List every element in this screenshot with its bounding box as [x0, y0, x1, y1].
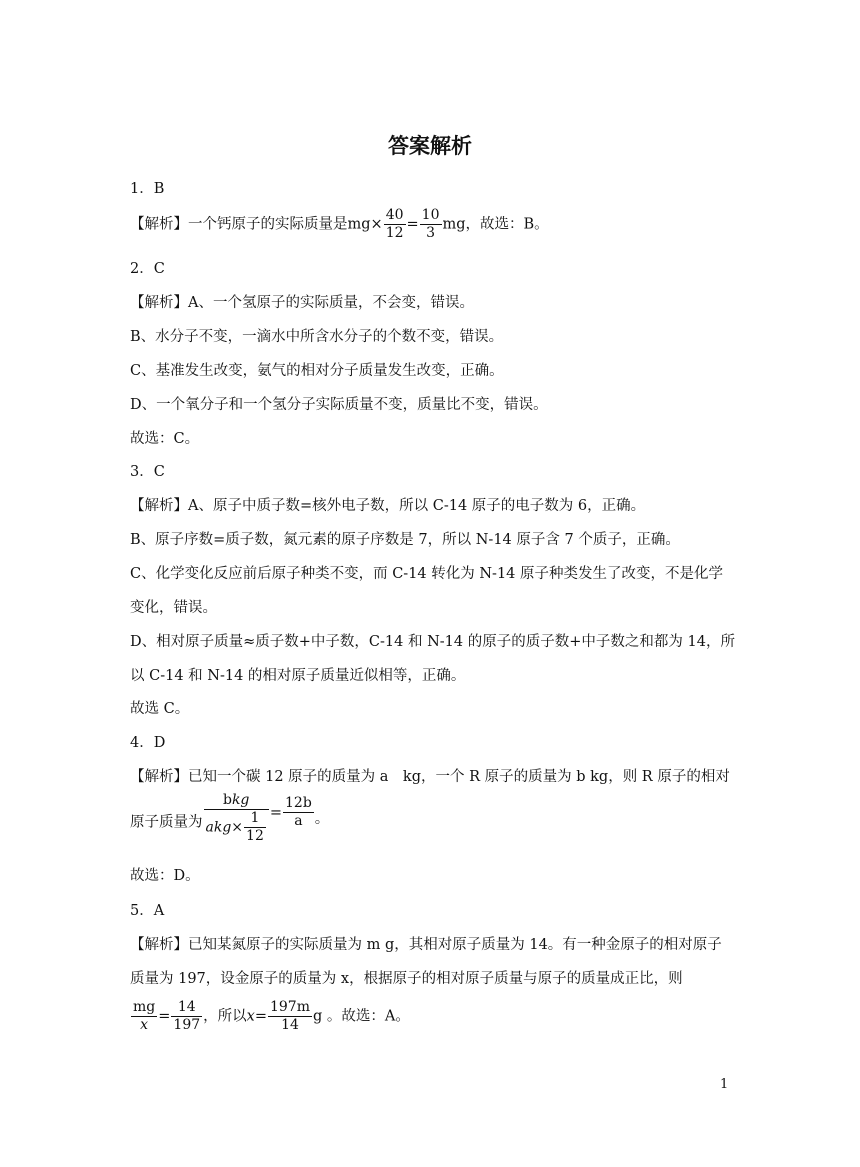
frac-den: 14	[281, 1017, 299, 1033]
q3-line: 变化，错误。	[130, 600, 217, 616]
fraction-10-3	[420, 207, 442, 242]
q3-line: B、原子序数=质子数，氮元素的原子序数是 7，所以 N-14 原子含 7 个质子，正确。	[130, 532, 680, 548]
q1-explanation	[130, 207, 549, 242]
q5-line: 质量为 197，设金原子的质量为 x，根据原子的相对原子质量与原子的质量成正比，则	[130, 971, 683, 987]
q5-suffix: g 。故选：A。	[312, 1008, 410, 1025]
q4-prefix: 原子质量为	[130, 814, 203, 831]
q3-answer: 3．C	[130, 464, 165, 480]
frac-num: 10	[421, 207, 440, 223]
q2-line: C、基准发生改变，氨气的相对分子质量发生改变，正确。	[130, 363, 504, 379]
equals: =	[158, 1008, 171, 1025]
fraction-bkg	[204, 792, 269, 845]
frac-num: 12b	[285, 795, 312, 811]
q3-line: 【解析】A、原子中质子数=核外电子数，所以 C-14 原子的电子数为 6，正确。	[130, 498, 646, 514]
q4-answer: 4．D	[130, 735, 166, 751]
frac-num: 14	[171, 999, 202, 1017]
fraction-14-197	[171, 999, 202, 1034]
frac-den: 3	[426, 225, 436, 241]
q5-mid: ，所以	[203, 1008, 247, 1025]
q1-suffix: mg，故选：B。	[442, 216, 549, 233]
frac-num: 197m	[269, 999, 310, 1015]
q3-line: C、化学变化反应前后原子种类不变，而 C-14 转化为 N-14 原子种类发生了改变，不是化学	[130, 566, 724, 582]
q1-answer: 1．B	[130, 181, 165, 197]
frac-num: 40	[385, 207, 404, 223]
q3-line: 以 C-14 和 N-14 的相对原子质量近似相等，正确。	[130, 668, 466, 684]
q5-line: 【解析】已知某氮原子的实际质量为 m g，其相对原子质量为 14。有一种金原子的相对原子	[130, 937, 722, 953]
q4-line: 【解析】已知一个碳 12 原子的质量为 a kg，一个 R 原子的质量为 b kg，则 R 原子的相对	[130, 769, 730, 785]
page-title: 答案解析	[388, 134, 472, 158]
q5-formula	[130, 999, 410, 1034]
frac-den: 12	[246, 828, 264, 844]
unit-kg: kg	[231, 792, 250, 808]
page-number: 1	[720, 1077, 729, 1092]
fraction-1-12	[244, 810, 266, 845]
q5-answer: 5．A	[130, 903, 165, 919]
q1-prefix: 【解析】一个钙原子的实际质量是mg×	[130, 216, 383, 233]
q3-line: D、相对原子质量≈质子数+中子数，C-14 和 N-14 的原子的质子数+中子数之和都为 14，所	[130, 634, 735, 650]
fraction-mg-x	[131, 999, 157, 1034]
b-value: b	[222, 792, 232, 808]
q4-suffix: 。	[314, 810, 330, 827]
fraction-40-12	[384, 207, 406, 242]
q2-answer: 2．C	[130, 261, 165, 277]
q3-line: 故选 C。	[130, 701, 190, 717]
q2-line: B、水分子不变，一滴水中所含水分子的个数不变，错误。	[130, 329, 504, 345]
q2-line: 故选：C。	[130, 431, 200, 447]
q4-conclusion: 故选：D。	[130, 868, 200, 884]
frac-den: a	[294, 813, 303, 829]
q2-line: D、一个氧分子和一个氢分子实际质量不变，质量比不变，错误。	[130, 397, 548, 413]
fraction-12b-a	[283, 795, 314, 830]
akg-term: akg×	[205, 819, 244, 836]
frac-den	[204, 810, 269, 845]
frac-num: mg	[133, 999, 156, 1015]
frac-num: 1	[244, 810, 266, 828]
equals: =	[269, 804, 283, 821]
frac-num	[204, 792, 269, 810]
q4-formula	[130, 792, 330, 845]
frac-den: x	[140, 1017, 149, 1033]
frac-den: 197	[173, 1017, 201, 1033]
frac-den: 12	[385, 225, 404, 241]
q2-line: 【解析】A、一个氢原子的实际质量，不会变，错误。	[130, 295, 474, 311]
equals: =	[254, 1008, 267, 1025]
equals: =	[406, 216, 419, 233]
fraction-197m-14	[268, 999, 312, 1034]
var-x: x	[246, 1008, 255, 1025]
